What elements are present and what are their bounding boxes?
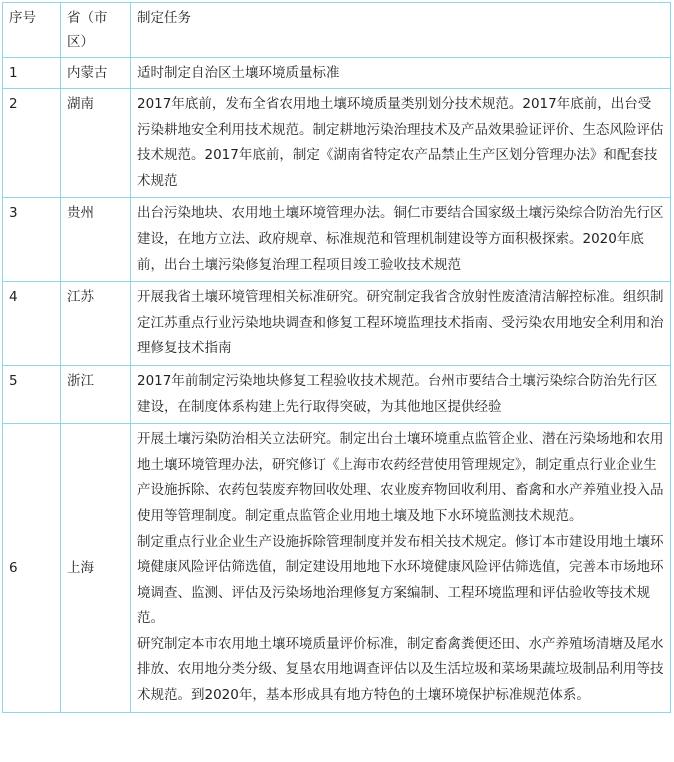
row-task [131, 198, 671, 282]
table-row [3, 198, 671, 282]
task-paragraph: 开展我省土壤环境管理相关标准研究。研究制定我省含放射性废渣清洁解控标准。组织制定江苏重点行业污染地块调查和修复工程环境监理技术指南、受污染农用地安全利用和治理修复技术指南 [137, 289, 664, 357]
task-paragraph: 出台污染地块、农用地土壤环境管理办法。铜仁市要结合国家级土壤污染综合防治先行区建设，在地方立法、政府规章、标准规范和管理机制建设等方面积极探索。2020年底前，出台土壤污染修复治理工程项目竣工验收技术规范 [137, 205, 664, 273]
task-paragraph: 2017年底前，发布全省农用地土壤环境质量类别划分技术规范。2017年底前，出台受污染耕地安全利用技术规范。制定耕地污染治理技术及产品效果验证评价、生态风险评估技术规范。2017年底前，制定《湖南省特定农产品禁止生产区划分管理办法》和配套技术规范 [137, 96, 664, 189]
row-task [131, 282, 671, 366]
row-task [131, 365, 671, 423]
row-region: 湖南 [61, 89, 131, 198]
row-task [131, 89, 671, 198]
row-index: 1 [3, 58, 61, 89]
table-row [3, 282, 671, 366]
task-paragraph: 2017年前制定污染地块修复工程验收技术规范。台州市要结合土壤污染综合防治先行区建设，在制度体系构建上先行取得突破，为其他地区提供经验 [137, 372, 658, 415]
header-index: 序号 [3, 3, 61, 58]
row-index: 5 [3, 365, 61, 423]
row-index: 4 [3, 282, 61, 366]
row-index: 2 [3, 89, 61, 198]
table-row [3, 365, 671, 423]
table-row [3, 424, 671, 713]
table-row [3, 58, 671, 89]
task-paragraph: 适时制定自治区土壤环境质量标准 [137, 65, 340, 81]
row-task [131, 58, 671, 89]
row-region: 江苏 [61, 282, 131, 366]
header-task: 制定任务 [131, 3, 671, 58]
table-row [3, 89, 671, 198]
task-paragraph: 制定重点行业企业生产设施拆除管理制度并发布相关技术规定。修订本市建设用地土壤环境健康风险评估筛选值，制定建设用地地下水环境健康风险评估筛选值，完善本市场地环境调查、监测、评估及污染场地治理修复方案编制、工程环境监理和评估验收等技术规范。 [137, 533, 664, 627]
row-region: 浙江 [61, 365, 131, 423]
standards-task-table [2, 2, 671, 713]
row-index: 6 [3, 424, 61, 713]
row-index: 3 [3, 198, 61, 282]
table-header-row [3, 3, 671, 58]
row-region: 上海 [61, 424, 131, 713]
task-paragraph: 研究制定本市农用地土壤环境质量评价标准，制定畜禽粪便还田、水产养殖场清塘及尾水排放、农用地分类分级、复垦农用地调查评估以及生活垃圾和菜场果蔬垃圾制品利用等技术规范。到2020年，基本形成具有地方特色的土壤环境保护标准规范体系。 [137, 635, 664, 704]
task-paragraph: 开展土壤污染防治相关立法研究。制定出台土壤环境重点监管企业、潜在污染场地和农用地土壤环境管理办法，研究修订《上海市农药经营使用管理规定》，制定重点行业企业生产设施拆除、农药包装废弃物回收处理、农业废弃物回收利用、畜禽和水产养殖业投入品使用等管理制度。制定重点监管企业用地土壤及地下水环境监测技术规范。 [137, 431, 664, 524]
row-task [131, 424, 671, 713]
header-region: 省（市区） [61, 3, 131, 58]
standards-table-container [2, 2, 671, 713]
row-region: 贵州 [61, 198, 131, 282]
row-region: 内蒙古 [61, 58, 131, 89]
